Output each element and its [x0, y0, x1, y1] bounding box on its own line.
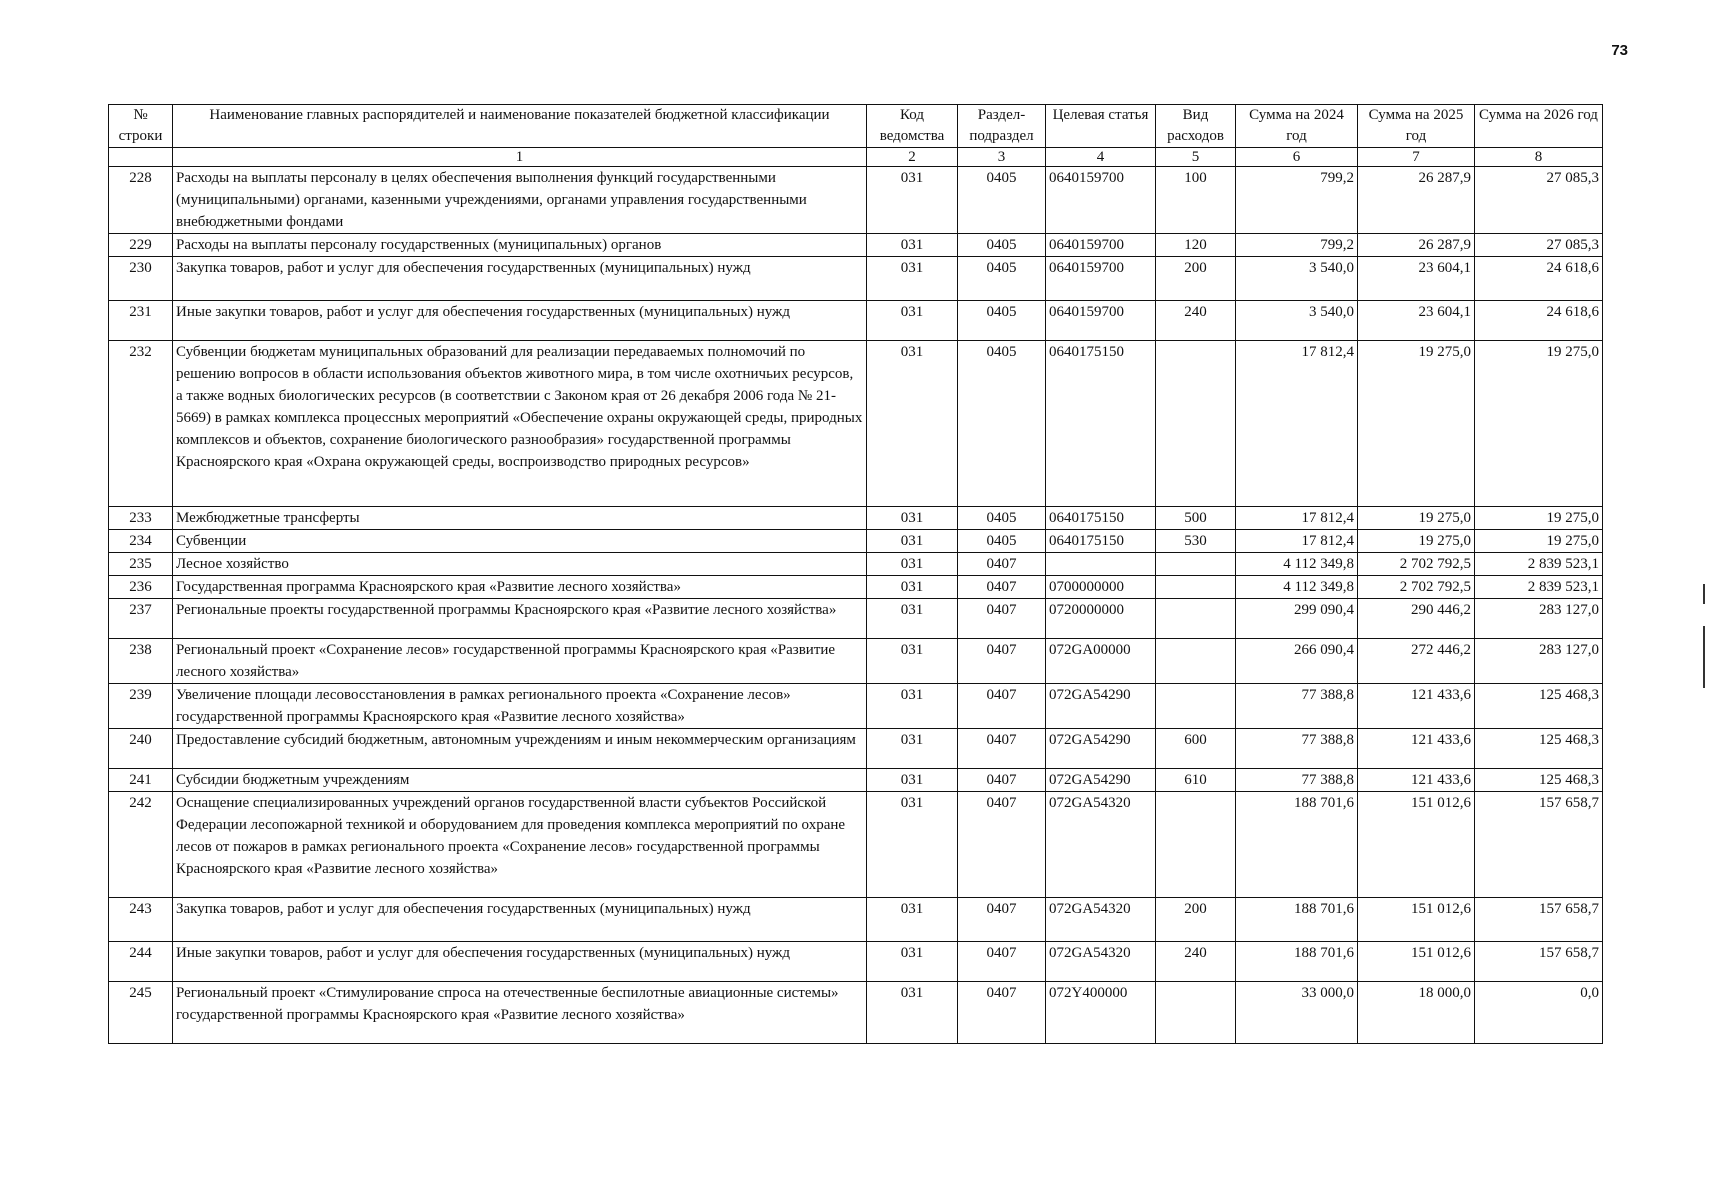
- row-expense-type: 240: [1156, 301, 1236, 341]
- row-target: 0640159700: [1046, 257, 1156, 301]
- row-dept-code: 031: [867, 341, 958, 507]
- row-dept-code: 031: [867, 553, 958, 576]
- row-sum-2024: 17 812,4: [1236, 507, 1358, 530]
- row-number: 232: [109, 341, 173, 507]
- row-section: 0407: [958, 792, 1046, 898]
- row-section: 0407: [958, 639, 1046, 684]
- row-section: 0407: [958, 599, 1046, 639]
- table-row: [109, 639, 1603, 684]
- row-name: Иные закупки товаров, работ и услуг для обеспечения государственных (муниципальных) нужд: [173, 301, 867, 341]
- row-name: Расходы на выплаты персоналу в целях обеспечения выполнения функций государственными (муниципальными) органами, казенными учреждениями, органами управления государственными внебюджетными фондами: [173, 167, 867, 234]
- row-name: Предоставление субсидий бюджетным, автономным учреждениям и иным некоммерческим организациям: [173, 729, 867, 769]
- table-row: [109, 729, 1603, 769]
- row-target: 0640159700: [1046, 301, 1156, 341]
- row-number: 234: [109, 530, 173, 553]
- row-sum-2026: 0,0: [1475, 982, 1603, 1044]
- row-number: 240: [109, 729, 173, 769]
- row-name: Региональный проект «Стимулирование спроса на отечественные беспилотные авиационные системы» государственной программы Красноярского края «Развитие лесного хозяйства»: [173, 982, 867, 1044]
- row-name: Оснащение специализированных учреждений органов государственной власти субъектов Российской Федерации лесопожарной техникой и оборудованием для проведения комплекса мероприятий по охране лесов от пожаров в рамках регионального проекта «Сохранение лесов» государственной программы Красноярского края «Развитие лесного хозяйства»: [173, 792, 867, 898]
- row-sum-2025: 26 287,9: [1358, 167, 1475, 234]
- row-name: Субсидии бюджетным учреждениям: [173, 769, 867, 792]
- row-target: [1046, 553, 1156, 576]
- row-number: 242: [109, 792, 173, 898]
- row-target: 072GA54290: [1046, 684, 1156, 729]
- row-section: 0407: [958, 576, 1046, 599]
- row-sum-2024: 77 388,8: [1236, 684, 1358, 729]
- row-number: 237: [109, 599, 173, 639]
- row-section: 0405: [958, 507, 1046, 530]
- row-name: Субвенции: [173, 530, 867, 553]
- row-section: 0407: [958, 942, 1046, 982]
- row-name: Закупка товаров, работ и услуг для обеспечения государственных (муниципальных) нужд: [173, 898, 867, 942]
- row-name: Межбюджетные трансферты: [173, 507, 867, 530]
- row-dept-code: 031: [867, 301, 958, 341]
- row-name: Увеличение площади лесовосстановления в рамках регионального проекта «Сохранение лесов» государственной программы Красноярского края «Развитие лесного хозяйства»: [173, 684, 867, 729]
- row-name: Региональный проект «Сохранение лесов» государственной программы Красноярского края «Развитие лесного хозяйства»: [173, 639, 867, 684]
- table-row: [109, 507, 1603, 530]
- row-sum-2026: 27 085,3: [1475, 234, 1603, 257]
- row-dept-code: 031: [867, 898, 958, 942]
- column-index-7: 7: [1358, 148, 1475, 167]
- table-body: [109, 167, 1603, 1044]
- header-name: Наименование главных распорядителей и наименование показателей бюджетной классификации: [173, 105, 867, 148]
- row-section: 0407: [958, 684, 1046, 729]
- header-sum-2024: Сумма на 2024 год: [1236, 105, 1358, 148]
- table-row: [109, 301, 1603, 341]
- row-section: 0407: [958, 553, 1046, 576]
- row-number: 241: [109, 769, 173, 792]
- column-index-8: 8: [1475, 148, 1603, 167]
- row-sum-2026: 19 275,0: [1475, 507, 1603, 530]
- row-sum-2024: 3 540,0: [1236, 301, 1358, 341]
- row-dept-code: 031: [867, 234, 958, 257]
- row-number: 245: [109, 982, 173, 1044]
- row-target: 0640175150: [1046, 507, 1156, 530]
- row-expense-type: [1156, 341, 1236, 507]
- row-sum-2024: 299 090,4: [1236, 599, 1358, 639]
- table-row: [109, 553, 1603, 576]
- row-number: 233: [109, 507, 173, 530]
- row-dept-code: 031: [867, 769, 958, 792]
- header-target: Целевая статья: [1046, 105, 1156, 148]
- row-expense-type: 530: [1156, 530, 1236, 553]
- page-number: 73: [1611, 42, 1628, 59]
- row-dept-code: 031: [867, 576, 958, 599]
- row-sum-2024: 799,2: [1236, 167, 1358, 234]
- row-sum-2026: 125 468,3: [1475, 769, 1603, 792]
- row-sum-2024: 799,2: [1236, 234, 1358, 257]
- row-section: 0405: [958, 341, 1046, 507]
- row-sum-2024: 33 000,0: [1236, 982, 1358, 1044]
- row-expense-type: 120: [1156, 234, 1236, 257]
- budget-table: [108, 104, 1603, 1044]
- row-target: 0640159700: [1046, 234, 1156, 257]
- row-expense-type: 610: [1156, 769, 1236, 792]
- row-target: 0720000000: [1046, 599, 1156, 639]
- row-sum-2026: 19 275,0: [1475, 341, 1603, 507]
- row-dept-code: 031: [867, 167, 958, 234]
- row-sum-2025: 2 702 792,5: [1358, 576, 1475, 599]
- row-section: 0407: [958, 982, 1046, 1044]
- table-row: [109, 599, 1603, 639]
- row-dept-code: 031: [867, 942, 958, 982]
- table-row: [109, 684, 1603, 729]
- row-sum-2025: 18 000,0: [1358, 982, 1475, 1044]
- header-sum-2025: Сумма на 2025 год: [1358, 105, 1475, 148]
- row-name: Лесное хозяйство: [173, 553, 867, 576]
- row-sum-2024: 266 090,4: [1236, 639, 1358, 684]
- table-row: [109, 942, 1603, 982]
- scan-margin-mark: [1703, 584, 1705, 604]
- row-section: 0405: [958, 301, 1046, 341]
- table-row: [109, 792, 1603, 898]
- table-row: [109, 530, 1603, 553]
- row-expense-type: [1156, 792, 1236, 898]
- row-sum-2024: 188 701,6: [1236, 942, 1358, 982]
- row-sum-2025: 121 433,6: [1358, 729, 1475, 769]
- row-dept-code: 031: [867, 639, 958, 684]
- row-sum-2025: 121 433,6: [1358, 684, 1475, 729]
- row-sum-2025: 272 446,2: [1358, 639, 1475, 684]
- header-sum-2026: Сумма на 2026 год: [1475, 105, 1603, 148]
- row-expense-type: [1156, 553, 1236, 576]
- row-section: 0407: [958, 898, 1046, 942]
- scan-margin-mark: [1703, 626, 1705, 688]
- row-target: 072GA54320: [1046, 792, 1156, 898]
- row-sum-2026: 2 839 523,1: [1475, 576, 1603, 599]
- row-expense-type: 240: [1156, 942, 1236, 982]
- row-target: 072GA00000: [1046, 639, 1156, 684]
- table-row: [109, 257, 1603, 301]
- row-sum-2025: 19 275,0: [1358, 341, 1475, 507]
- row-section: 0405: [958, 167, 1046, 234]
- row-name: Государственная программа Красноярского края «Развитие лесного хозяйства»: [173, 576, 867, 599]
- row-name: Иные закупки товаров, работ и услуг для обеспечения государственных (муниципальных) нужд: [173, 942, 867, 982]
- row-sum-2025: 151 012,6: [1358, 792, 1475, 898]
- row-sum-2026: 27 085,3: [1475, 167, 1603, 234]
- row-expense-type: 600: [1156, 729, 1236, 769]
- row-sum-2024: 4 112 349,8: [1236, 553, 1358, 576]
- column-index-4: 4: [1046, 148, 1156, 167]
- table-row: [109, 341, 1603, 507]
- row-number: 229: [109, 234, 173, 257]
- row-target: 072GA54290: [1046, 729, 1156, 769]
- row-sum-2025: 151 012,6: [1358, 942, 1475, 982]
- row-expense-type: [1156, 599, 1236, 639]
- row-expense-type: 200: [1156, 898, 1236, 942]
- row-sum-2025: 151 012,6: [1358, 898, 1475, 942]
- row-sum-2024: 17 812,4: [1236, 341, 1358, 507]
- table-row: [109, 769, 1603, 792]
- row-name: Региональные проекты государственной программы Красноярского края «Развитие лесного хозяйства»: [173, 599, 867, 639]
- column-index-1: 1: [173, 148, 867, 167]
- row-section: 0405: [958, 234, 1046, 257]
- row-target: 0700000000: [1046, 576, 1156, 599]
- row-number: 236: [109, 576, 173, 599]
- header-expense-type: Вид расходов: [1156, 105, 1236, 148]
- row-expense-type: 200: [1156, 257, 1236, 301]
- row-section: 0405: [958, 257, 1046, 301]
- row-section: 0407: [958, 729, 1046, 769]
- row-sum-2024: 188 701,6: [1236, 792, 1358, 898]
- row-sum-2026: 24 618,6: [1475, 257, 1603, 301]
- row-sum-2025: 19 275,0: [1358, 507, 1475, 530]
- row-sum-2024: 3 540,0: [1236, 257, 1358, 301]
- row-sum-2024: 77 388,8: [1236, 769, 1358, 792]
- column-index-2: 2: [867, 148, 958, 167]
- row-dept-code: 031: [867, 729, 958, 769]
- table-row: [109, 167, 1603, 234]
- row-number: 239: [109, 684, 173, 729]
- row-expense-type: [1156, 982, 1236, 1044]
- row-target: 0640175150: [1046, 341, 1156, 507]
- row-sum-2026: 19 275,0: [1475, 530, 1603, 553]
- row-sum-2026: 24 618,6: [1475, 301, 1603, 341]
- row-sum-2024: 4 112 349,8: [1236, 576, 1358, 599]
- row-target: 0640159700: [1046, 167, 1156, 234]
- row-expense-type: 100: [1156, 167, 1236, 234]
- header-section: Раздел-подраздел: [958, 105, 1046, 148]
- row-number: 238: [109, 639, 173, 684]
- row-sum-2025: 290 446,2: [1358, 599, 1475, 639]
- row-dept-code: 031: [867, 507, 958, 530]
- row-sum-2025: 23 604,1: [1358, 257, 1475, 301]
- row-sum-2026: 283 127,0: [1475, 599, 1603, 639]
- row-number: 228: [109, 167, 173, 234]
- column-index-row: [109, 148, 1603, 167]
- row-number: 230: [109, 257, 173, 301]
- row-name: Субвенции бюджетам муниципальных образований для реализации передаваемых полномочий по решению вопросов в области использования объектов животного мира, в том числе охотничьих ресурсов, а также водных биологических ресурсов (в соответствии с Законом края от 26 декабря 2006 года № 21-5669) в рамках комплекса процессных мероприятий «Обеспечение охраны окружающей среды, природных комплексов и объектов, сохранение биологического разнообразия» государственной программы Красноярского края «Охрана окружающей среды, воспроизводство природных ресурсов»: [173, 341, 867, 507]
- table-row: [109, 234, 1603, 257]
- row-sum-2026: 125 468,3: [1475, 729, 1603, 769]
- row-section: 0405: [958, 530, 1046, 553]
- table-row: [109, 576, 1603, 599]
- column-index-5: 5: [1156, 148, 1236, 167]
- row-section: 0407: [958, 769, 1046, 792]
- header-dept-code: Код ведомства: [867, 105, 958, 148]
- row-sum-2024: 188 701,6: [1236, 898, 1358, 942]
- row-dept-code: 031: [867, 982, 958, 1044]
- row-name: Закупка товаров, работ и услуг для обеспечения государственных (муниципальных) нужд: [173, 257, 867, 301]
- row-expense-type: [1156, 639, 1236, 684]
- row-sum-2026: 157 658,7: [1475, 898, 1603, 942]
- table-header-row: [109, 105, 1603, 148]
- row-dept-code: 031: [867, 684, 958, 729]
- row-sum-2024: 77 388,8: [1236, 729, 1358, 769]
- row-target: 072GA54290: [1046, 769, 1156, 792]
- row-number: 235: [109, 553, 173, 576]
- row-sum-2025: 23 604,1: [1358, 301, 1475, 341]
- row-sum-2026: 283 127,0: [1475, 639, 1603, 684]
- row-expense-type: [1156, 684, 1236, 729]
- row-target: 072GA54320: [1046, 942, 1156, 982]
- row-sum-2025: 2 702 792,5: [1358, 553, 1475, 576]
- row-dept-code: 031: [867, 257, 958, 301]
- row-dept-code: 031: [867, 792, 958, 898]
- row-number: 231: [109, 301, 173, 341]
- row-target: 072GA54320: [1046, 898, 1156, 942]
- row-name: Расходы на выплаты персоналу государственных (муниципальных) органов: [173, 234, 867, 257]
- row-sum-2026: 157 658,7: [1475, 942, 1603, 982]
- row-sum-2025: 121 433,6: [1358, 769, 1475, 792]
- column-index-6: 6: [1236, 148, 1358, 167]
- row-sum-2026: 157 658,7: [1475, 792, 1603, 898]
- row-sum-2024: 17 812,4: [1236, 530, 1358, 553]
- row-sum-2026: 125 468,3: [1475, 684, 1603, 729]
- row-target: 0640175150: [1046, 530, 1156, 553]
- table-row: [109, 898, 1603, 942]
- row-sum-2025: 26 287,9: [1358, 234, 1475, 257]
- row-dept-code: 031: [867, 599, 958, 639]
- row-target: 072Y400000: [1046, 982, 1156, 1044]
- row-sum-2026: 2 839 523,1: [1475, 553, 1603, 576]
- row-dept-code: 031: [867, 530, 958, 553]
- row-number: 243: [109, 898, 173, 942]
- header-row-no: № строки: [109, 105, 173, 148]
- row-number: 244: [109, 942, 173, 982]
- table-row: [109, 982, 1603, 1044]
- column-index-3: 3: [958, 148, 1046, 167]
- row-expense-type: 500: [1156, 507, 1236, 530]
- column-index-blank: [109, 148, 173, 167]
- row-sum-2025: 19 275,0: [1358, 530, 1475, 553]
- row-expense-type: [1156, 576, 1236, 599]
